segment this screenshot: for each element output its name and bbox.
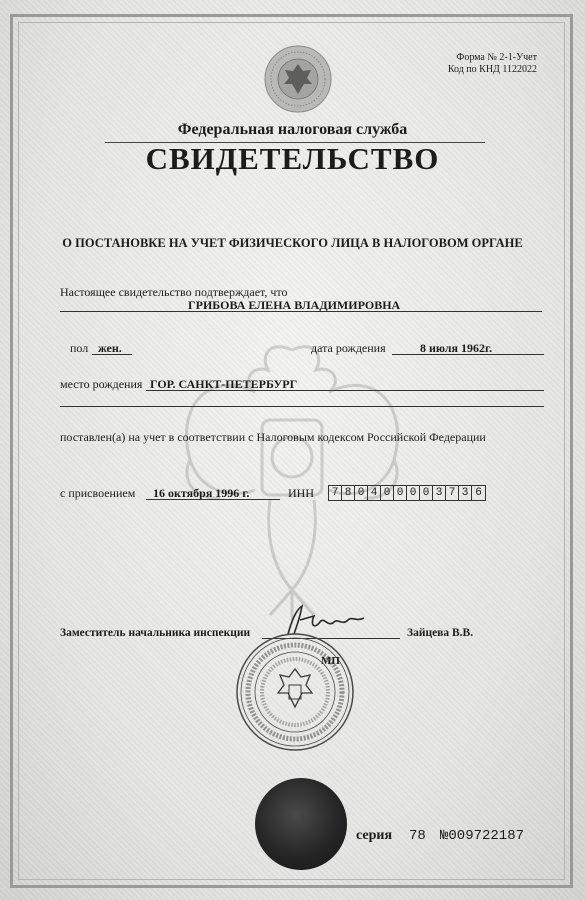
assignment-label: с присвоением xyxy=(60,486,136,500)
agency-name: Федеральная налоговая служба xyxy=(177,121,408,138)
birth-date-label: дата рождения xyxy=(311,341,386,355)
birth-date-value: 8 июля 1962г. xyxy=(420,341,493,355)
inn-digit: 7 xyxy=(446,486,459,500)
confirmation-label: Настоящее свидетельство подтверждает, что xyxy=(60,285,288,299)
inn-label: ИНН xyxy=(288,486,314,500)
inn-digit: 7 xyxy=(329,486,342,500)
sex-value: жен. xyxy=(98,341,122,355)
sex-label: пол xyxy=(70,341,89,355)
signatory-position: Заместитель начальника инспекции xyxy=(60,627,251,639)
series-label: серия xyxy=(356,828,393,843)
hologram-sticker xyxy=(255,778,347,870)
official-seal-icon xyxy=(234,631,356,753)
inn-digit: 6 xyxy=(475,487,482,499)
serial-number: №009722187 xyxy=(440,828,525,844)
inn-digit: 3 xyxy=(433,486,446,500)
full-name-value: ГРИБОВА ЕЛЕНА ВЛАДИМИРОВНА xyxy=(188,298,401,312)
inn-digit: 0 xyxy=(394,486,407,500)
inn-digit: 0 xyxy=(407,486,420,500)
inn-digit: 8 xyxy=(342,486,355,500)
document-title: СВИДЕТЕЛЬСТВО xyxy=(145,141,440,176)
eagle-watermark-icon xyxy=(150,310,435,630)
birth-place-underline-2 xyxy=(60,406,544,407)
inn-digit: 0 xyxy=(420,486,433,500)
inn-digit: 4 xyxy=(368,486,381,500)
birth-place-label: место рождения xyxy=(60,377,143,391)
inn-digit: 0 xyxy=(355,486,368,500)
form-number: Форма № 2-1-Учет xyxy=(456,52,537,63)
knd-code: Код по КНД 1122022 xyxy=(447,64,537,75)
document-subtitle: О ПОСТАНОВКЕ НА УЧЕТ ФИЗИЧЕСКОГО ЛИЦА В НАЛОГОВОМ ОРГАНЕ xyxy=(62,236,523,250)
series-value: 78 xyxy=(409,828,426,844)
birth-place-value: ГОР. САНКТ-ПЕТЕРБУРГ xyxy=(150,377,298,391)
inn-digit: 3 xyxy=(459,486,472,500)
inn-digit: 0 xyxy=(381,486,394,500)
signatory-name: Зайцева В.В. xyxy=(407,627,474,639)
assignment-date-value: 16 октября 1996 г. xyxy=(153,486,250,500)
stamp-label: МП xyxy=(321,655,340,667)
inn-box xyxy=(328,485,486,501)
emblem-icon xyxy=(263,44,333,114)
registration-text: поставлен(а) на учет в соответствии с Налоговым кодексом Российской Федерации xyxy=(60,430,486,444)
